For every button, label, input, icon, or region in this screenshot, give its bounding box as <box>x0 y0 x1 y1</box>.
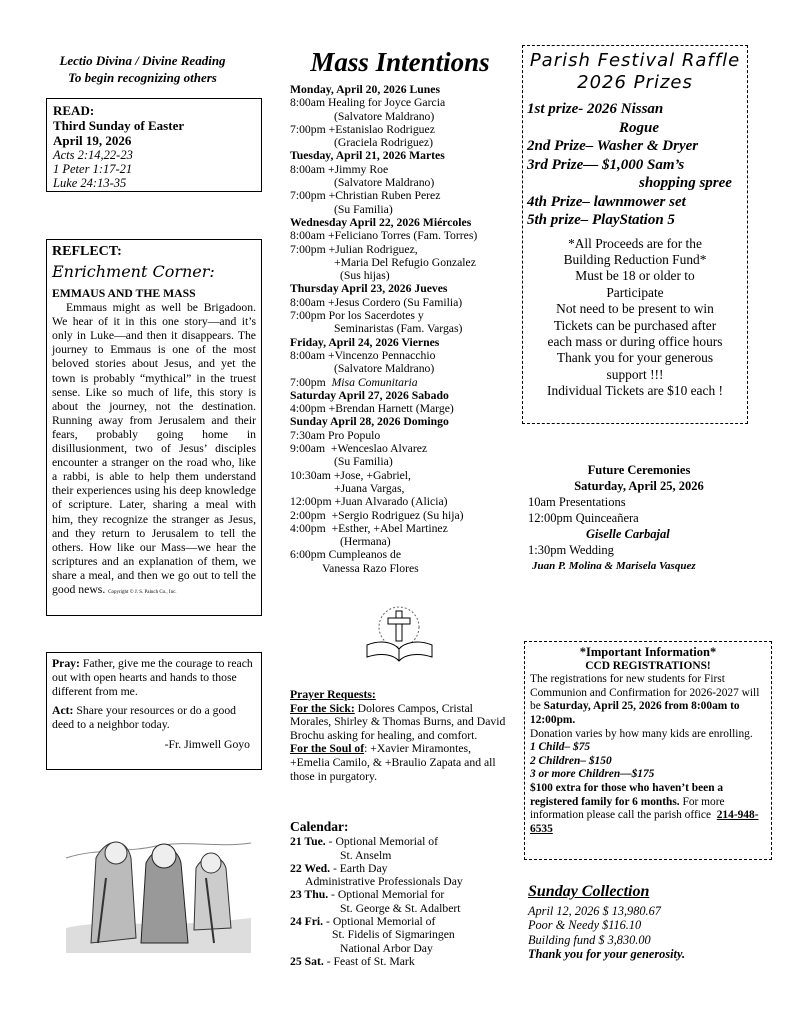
lectio-title: Lectio Divina / Divine Reading <box>59 53 226 68</box>
ccd-extra: $100 extra for those who haven’t been a registered family for 6 months. <box>530 781 724 808</box>
mass-intention <box>290 442 520 455</box>
pray-act-section <box>46 652 262 770</box>
mass-day-heading: Monday, April 20, 2026 Lunes <box>290 83 441 96</box>
read-ref: Acts 2:14,22-23 <box>53 148 133 162</box>
text-line: +Maria Del Refugio Gonzalez <box>334 255 476 269</box>
act-label: Act: <box>52 704 74 717</box>
parish-phone[interactable]: 214-948-6535 <box>530 809 759 835</box>
text-line: 22 Wed. <box>290 861 331 875</box>
text-line: Vanessa Razo Flores <box>322 561 419 575</box>
calendar-entry <box>290 888 520 901</box>
sunday-collection <box>528 885 768 962</box>
mass-intention <box>290 376 520 389</box>
text-line: +Brendan Harnett (Marge) <box>328 402 454 416</box>
read-ref: 1 Peter 1:17-21 <box>53 162 133 176</box>
raffle-section <box>522 45 748 424</box>
sick-list: Dolores Campos, Cristal Morales, Shirley & Thomas Burns, and David Brochu asking for healing, and comfort. <box>290 701 506 742</box>
text-line: St. Anselm <box>340 848 392 862</box>
collection-line: April 12, 2026 $ 13,980.67 <box>528 903 661 918</box>
text-line: National Arbor Day <box>340 941 433 955</box>
ceremony-item: 10am Presentations <box>528 495 626 509</box>
text-line: support !!! <box>606 366 664 382</box>
mass-day-heading: Tuesday, April 21, 2026 Martes <box>290 149 445 163</box>
ccd-fee: 1 Child– $75 <box>530 741 591 754</box>
text-line: Seminaristas (Fam. Vargas) <box>334 322 463 336</box>
calendar-entry <box>290 862 520 875</box>
text-line: 8:00am <box>290 229 326 243</box>
text-line: Pro Populo <box>327 428 381 442</box>
enrichment-corner-title: Enrichment Corner: <box>52 262 215 281</box>
pray-text: Father, give me the courage to reach out with open hearts and hands to those different from me. <box>52 657 253 698</box>
text-line: +Esther, +Abel Martinez <box>331 521 448 535</box>
text-line: 8:00am <box>290 295 326 309</box>
calendar-heading: Calendar: <box>290 819 349 834</box>
text-line: - Earth Day <box>332 861 388 875</box>
mass-intention <box>290 123 520 136</box>
text-line: 8:00am <box>290 96 326 110</box>
text-line: (Salvatore Maldrano) <box>334 176 435 190</box>
calendar-entry <box>290 915 520 928</box>
mass-intention <box>290 163 520 176</box>
prize-item: 5th prize– PlayStation 5 <box>527 212 675 228</box>
text-line: - Feast of St. Mark <box>326 954 415 968</box>
text-line: Administrative Professionals Day <box>305 875 463 889</box>
calendar-entry <box>290 955 520 968</box>
text-line: +Estanislao Rodriguez <box>328 122 435 136</box>
mass-day-heading: Saturday April 27, 2026 Sabado <box>290 388 449 402</box>
text-line: each mass or during office hours <box>547 333 723 349</box>
calendar <box>290 820 520 968</box>
mass-intention <box>290 296 520 309</box>
prize-item: 2nd Prize– Washer & Dryer <box>527 138 699 154</box>
reflect-heading: REFLECT: <box>52 244 122 259</box>
text-line: +Sergio Rodriguez (Su hija) <box>331 508 464 522</box>
text-line: (Su Familia) <box>334 455 393 469</box>
text-line: +Vincenzo Pennacchio <box>327 348 436 362</box>
prayer-requests-heading: Prayer Requests: <box>290 688 376 701</box>
text-line: +Jimmy Roe <box>327 162 389 176</box>
ccd-registration-section <box>524 641 772 860</box>
text-line: +Christian Ruben Perez <box>328 189 441 203</box>
ccd-date: Saturday, April 25, 2026 from 8:00am to 12:00pm. <box>530 700 740 726</box>
mass-intention <box>290 229 520 242</box>
text-line: (Su Familia) <box>334 202 393 216</box>
text-line: *All Proceeds are for the <box>568 235 702 251</box>
collection-line: Building fund $ 3,830.00 <box>528 932 651 947</box>
text-line: (Salvatore Maldrano) <box>334 109 435 123</box>
mass-intention <box>290 429 520 442</box>
text-line: 6:00pm <box>290 548 326 562</box>
collection-heading: Sunday Collection <box>528 883 650 900</box>
text-line: - Optional Memorial of <box>326 915 436 929</box>
ccd-fee: 3 or more Children—$175 <box>530 768 655 781</box>
lectio-header <box>40 52 245 86</box>
mass-intention <box>290 522 520 535</box>
mass-intention <box>290 495 520 508</box>
text-line: +Feliciano Torres (Fam. Torres) <box>327 229 478 243</box>
text-line: - Optional Memorial for <box>331 888 445 902</box>
text-line: 23 Thu. <box>290 888 329 902</box>
text-line: 7:00pm <box>290 122 326 136</box>
read-sunday: Third Sunday of Easter <box>53 118 185 133</box>
read-date: April 19, 2026 <box>53 133 132 148</box>
text-line: (Salvatore Maldrano) <box>334 362 435 376</box>
ceremony-item: 1:30pm Wedding <box>528 543 614 557</box>
mass-intentions-title: Mass Intentions <box>310 47 490 77</box>
calendar-entry <box>290 835 520 848</box>
text-line: St. Fidelis of Sigmaringen <box>332 928 455 942</box>
read-section <box>46 98 262 192</box>
text-line: +Juana Vargas, <box>334 481 405 495</box>
for-the-soul-label: For the Soul of <box>290 742 365 756</box>
prize-item: 4th Prize– lawnmower set <box>527 193 686 210</box>
soul-list: : +Xavier Miramontes, +Emelia Camilo, & +Braulio Zapata and all those in purgatory. <box>290 742 496 783</box>
future-ceremonies <box>528 462 750 574</box>
reflect-section <box>46 239 262 616</box>
prize-item: 1st prize- 2026 Nissan <box>527 101 664 117</box>
ccd-contact: For more information please call the parish office <box>530 795 725 822</box>
mass-intention <box>290 402 520 415</box>
pastor-signature: -Fr. Jimwell Goyo <box>164 738 250 751</box>
for-the-sick-label: For the Sick: <box>290 701 355 715</box>
text-line: 7:00pm <box>290 242 326 256</box>
text-line: 7:30am <box>290 428 326 442</box>
ccd-heading: *Important Information* <box>579 645 717 659</box>
text-line: +Jose, +Gabriel, <box>333 468 411 482</box>
text-line: Individual Tickets are $10 each ! <box>547 383 723 399</box>
ccd-donation: Donation varies by how many kids are enrolling. <box>530 727 753 740</box>
mass-intentions-list <box>290 83 520 575</box>
text-line: Por los Sacerdotes y <box>328 309 424 323</box>
text-line: Thank you for your generous <box>556 350 714 366</box>
text-line: Healing for Joyce Garcia <box>327 96 446 110</box>
text-line: Participate <box>606 284 664 300</box>
text-line: +Jesus Cordero (Su Familia) <box>327 295 463 309</box>
text-line: +Juan Alvarado (Alicia) <box>334 495 448 509</box>
mass-day-heading: Friday, April 24, 2026 Viernes <box>290 335 440 349</box>
lectio-subtitle: To begin recognizing others <box>68 70 217 85</box>
text-line: 7:00pm <box>290 189 326 203</box>
text-line: Rogue <box>619 119 660 136</box>
text-line: 8:00am <box>290 162 326 176</box>
mass-intention <box>290 189 520 202</box>
text-line: - Optional Memorial of <box>328 835 439 849</box>
text-line: +Wenceslao Alvarez <box>330 442 428 456</box>
collection-line: Poor & Needy $116.10 <box>528 918 642 933</box>
mass-intention <box>290 96 520 109</box>
text-line: 12:00pm <box>290 495 332 509</box>
text-line: 7:00pm <box>290 309 326 323</box>
text-line: (Sus hijas) <box>340 269 390 283</box>
text-line: Cumpleanos de <box>328 548 402 562</box>
future-date: Saturday, April 25, 2026 <box>574 479 704 493</box>
ccd-intro: The registrations for new students for First Communion and Confirmation for 2026-2027 will be <box>530 673 760 713</box>
mass-intention <box>290 243 520 256</box>
text-line: Misa Comunitaria <box>331 375 418 389</box>
mass-intention <box>290 548 520 561</box>
mass-intention <box>290 509 520 522</box>
copyright-note: Copyright © J. S. Paluch Co., Inc. <box>108 589 177 595</box>
text-line: 4:00pm <box>290 521 326 535</box>
mass-day-heading: Wednesday April 22, 2026 Miércoles <box>290 215 472 229</box>
ccd-fee: 2 Children– $150 <box>530 754 612 767</box>
text-line: 21 Tue. <box>290 835 326 849</box>
text-line: (Hermana) <box>340 535 391 549</box>
mass-intention <box>290 309 520 322</box>
cross-bible-icon <box>362 605 437 665</box>
text-line: 25 Sat. <box>290 954 324 968</box>
text-line: 8:00am <box>290 348 326 362</box>
raffle-title: Parish Festival Raffle <box>529 50 741 71</box>
text-line: 7:00pm <box>290 375 326 389</box>
reflect-article-body: Emmaus might as well be Brigadoon. We hear of it in this one story—and it’s only in Luke—and then it disappears. The journey to Emmaus is one of the most beloved stories about Jesus, and yet the town is probably “mythical” in the truest sense. Like so much of life, this story is about the journey, not the destination. Running away from Jerusalem and their fears, probably going home in disillusionment, two of Jesus’ disciples encounter a stranger on the road who, like a rabbi, is able to help them understand their experiences using his deep knowledge of scripture. Later, sharing a meal with him, they recognize the stranger as Jesus, and they return to Jerusalem to tell the others. How like our Mass—we hear the scriptures and an explanation of them, we share a meal, and then we go out to tell the good news. <box>52 301 256 596</box>
act-text: Share your resources or do a good deed to a neighbor today. <box>52 704 237 731</box>
text-line: 10:30am <box>290 468 331 482</box>
emmaus-illustration <box>66 818 251 953</box>
text-line: Building Reduction Fund* <box>563 251 707 267</box>
ceremony-item: 12:00pm Quinceañera <box>528 511 639 525</box>
ceremony-person: Giselle Carbajal <box>586 527 670 541</box>
text-line: Must be 18 or older to <box>575 268 695 284</box>
ccd-subheading: CCD REGISTRATIONS! <box>585 659 711 672</box>
mass-day-heading: Sunday April 28, 2026 Domingo <box>290 415 449 429</box>
text-line: +Julian Rodriguez, <box>328 242 418 256</box>
prize-list <box>527 100 743 230</box>
reflect-article-title: EMMAUS AND THE MASS <box>52 287 196 300</box>
future-heading: Future Ceremonies <box>587 463 691 477</box>
ceremony-person: Juan P. Molina & Marisela Vasquez <box>532 560 696 572</box>
read-heading: READ: <box>53 103 95 118</box>
mass-day-heading: Thursday April 23, 2026 Jueves <box>290 282 448 296</box>
mass-intention <box>290 469 520 482</box>
text-line: 2:00pm <box>290 508 326 522</box>
text-line: 4:00pm <box>290 402 326 416</box>
text-line: Tickets can be purchased after <box>553 317 717 333</box>
pray-label: Pray: <box>52 657 80 670</box>
raffle-notes <box>527 236 743 400</box>
raffle-subtitle: 2026 Prizes <box>577 72 693 93</box>
text-line: 9:00am <box>290 442 326 456</box>
text-line: (Graciela Rodriguez) <box>334 136 433 150</box>
read-ref: Luke 24:13-35 <box>53 176 127 190</box>
text-line: shopping spree <box>639 175 732 191</box>
text-line: Not need to be present to win <box>556 301 714 317</box>
prayer-requests <box>290 688 512 783</box>
collection-thanks: Thank you for your generosity. <box>528 947 686 962</box>
prize-item: 3rd Prize— $1,000 Sam’s <box>527 156 685 173</box>
text-line: St. George & St. Adalbert <box>340 901 461 915</box>
text-line: 24 Fri. <box>290 915 324 929</box>
mass-intention <box>290 349 520 362</box>
